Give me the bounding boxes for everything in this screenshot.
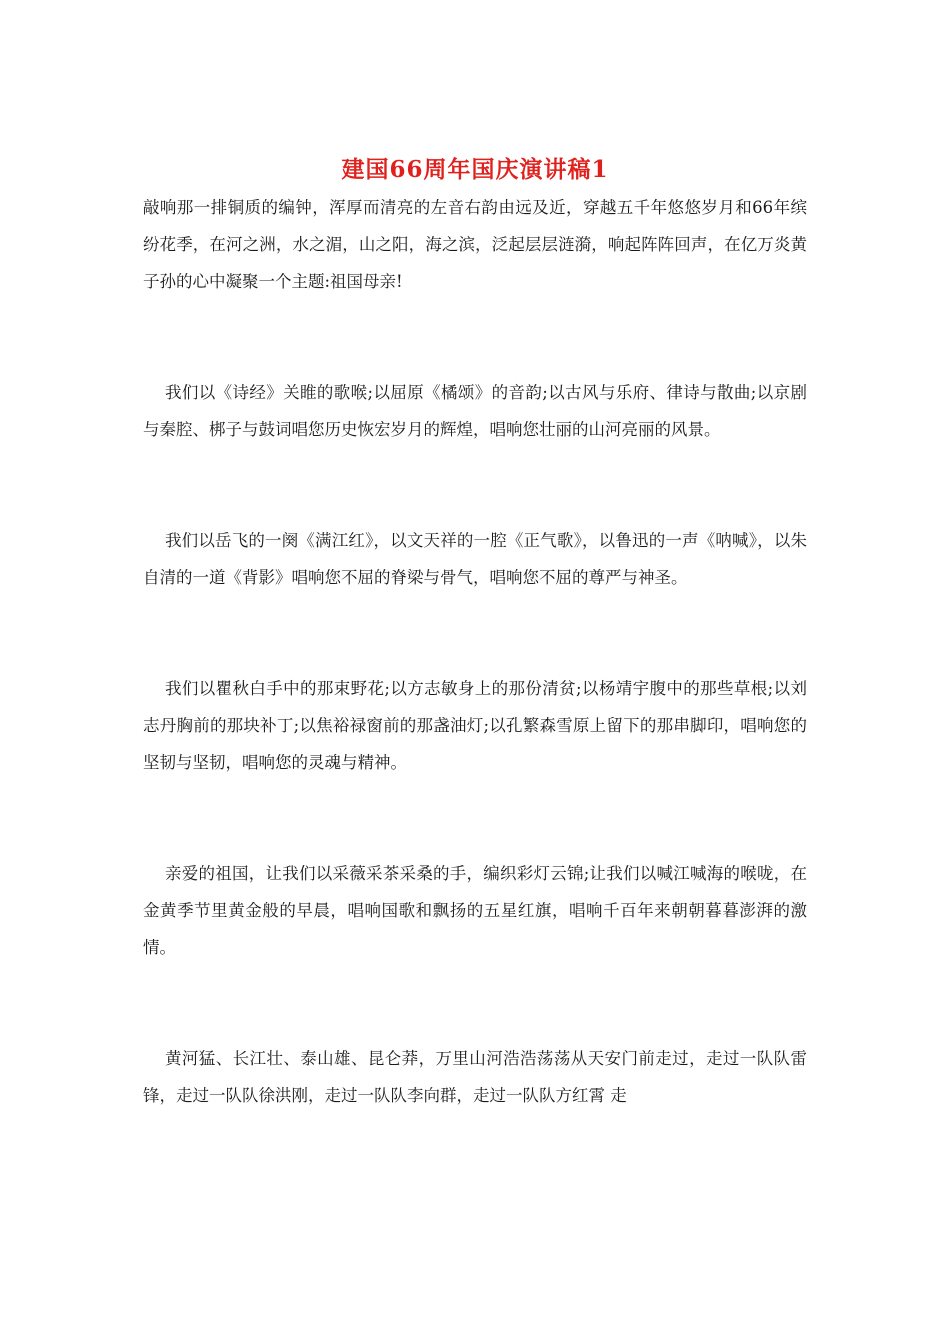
paragraph-2: 我们以《诗经》关睢的歌喉;以屈原《橘颂》的音韵;以古风与乐府、律诗与散曲;以京剧与秦腔、梆子与鼓词唱您历史恢宏岁月的辉煌，唱响您壮丽的山河亮丽的风景。 [143, 383, 807, 439]
document-title: 建国66周年国庆演讲稿1 [341, 156, 609, 183]
document-body [143, 189, 807, 1114]
paragraph-1: 敲响那一排铜质的编钟，浑厚而清亮的左音右韵由远及近，穿越五千年悠悠岁月和66年缤纷花季，在河之洲，水之湄，山之阳，海之滨，泛起层层涟漪，响起阵阵回声，在亿万炎黄子孙的心中凝聚一个主题:祖国母亲! [143, 198, 807, 291]
paragraph-6: 黄河猛、长江壮、泰山雄、昆仑莽，万里山河浩浩荡荡从天安门前走过，走过一队队雷锋，走过一队队徐洪刚，走过一队队李向群，走过一队队方红霄 走 [143, 1049, 807, 1105]
paragraph-3: 我们以岳飞的一阕《满江红》，以文天祥的一腔《正气歌》，以鲁迅的一声《呐喊》，以朱自清的一道《背影》唱响您不屈的脊梁与骨气，唱响您不屈的尊严与神圣。 [143, 531, 807, 587]
paragraph-4: 我们以瞿秋白手中的那束野花;以方志敏身上的那份清贫;以杨靖宇腹中的那些草根;以刘志丹胸前的那块补丁;以焦裕禄窗前的那盏油灯;以孔繁森雪原上留下的那串脚印，唱响您的坚韧与坚韧，唱响您的灵魂与精神。 [143, 679, 807, 772]
paragraph-5: 亲爱的祖国，让我们以采薇采茶采桑的手，编织彩灯云锦;让我们以喊江喊海的喉咙，在金黄季节里黄金般的早晨，唱响国歌和飘扬的五星红旗，唱响千百年来朝朝暮暮澎湃的激情。 [143, 864, 807, 957]
